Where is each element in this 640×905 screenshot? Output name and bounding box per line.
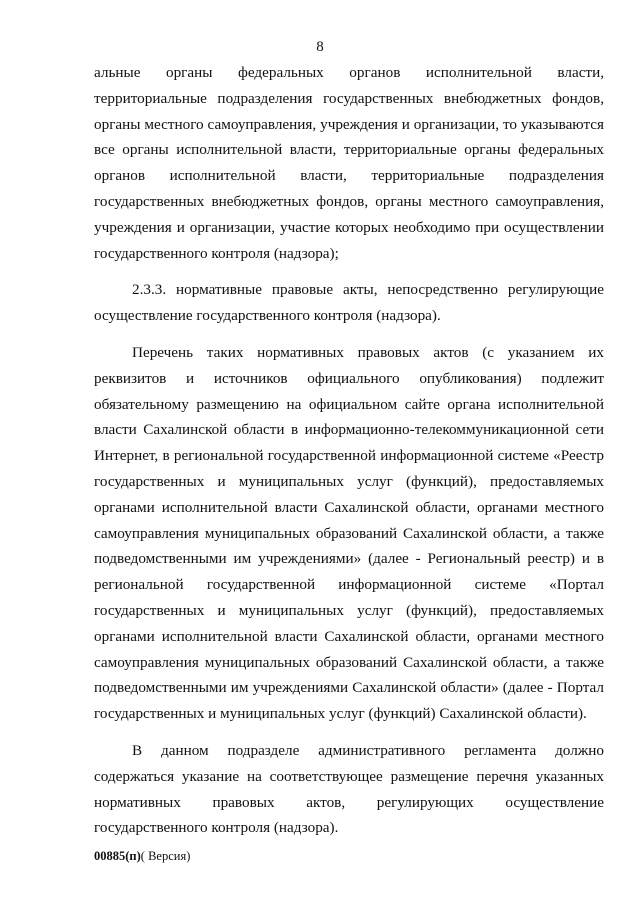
- paragraph-acts-list: Перечень таких нормативных правовых актов (с указанием их реквизитов и источников официального опубликования) подлежит обязательному размещению на официальном сайте органа исполнительной власти Сахалинской области в информационно-телекоммуникационной сети Интернет, в региональной государственной информационной системе «Реестр государственных и муниципальных услуг (функций), предоставляемых органами исполнительной власти Сахалинской области, органами местного самоуправления муниципальных образований Сахалинской области, а также подведомственными им учреждениями» (далее - Региональный реестр) и в региональной государственной информационной системе «Портал государственных и муниципальных услуг (функций), предоставляемых органами исполнительной власти Сахалинской области, органами местного самоуправления муниципальных образований Сахалинской области, а также подведомственными им учреждениями Сахалинской области» (далее - Портал государственных и муниципальных услуг (функций) Сахалинской области).: [94, 343, 604, 723]
- footer-version: ( Версия): [140, 849, 191, 863]
- paragraph-2-3-3: 2.3.3. нормативные правовые акты, непосредственно регулирующие осуществление государственного контроля (надзора).: [94, 281, 604, 325]
- page-number: 8: [316, 39, 324, 55]
- footer-document-code: 00885(п): [94, 849, 141, 863]
- paragraph-placement-note: В данном подразделе административного регламента должно содержаться указание на соответствующее размещение перечня указанных нормативных правовых актов, регулирующих осуществление государственного контроля (надзора).: [94, 741, 604, 837]
- document-footer: [94, 848, 190, 864]
- document-body: [94, 60, 604, 852]
- paragraph-continuation: альные органы федеральных органов исполнительной власти, территориальные подразделения государственных внебюджетных фондов, органы местного самоуправления, учреждения и организации, то указываются все органы исполнительной власти, территориальные органы федеральных органов исполнительной власти, территориальные подразделения государственных внебюджетных фондов, органы местного самоуправления, учреждения и организации, участие которых необходимо при осуществлении государственного контроля (надзора);: [94, 64, 604, 262]
